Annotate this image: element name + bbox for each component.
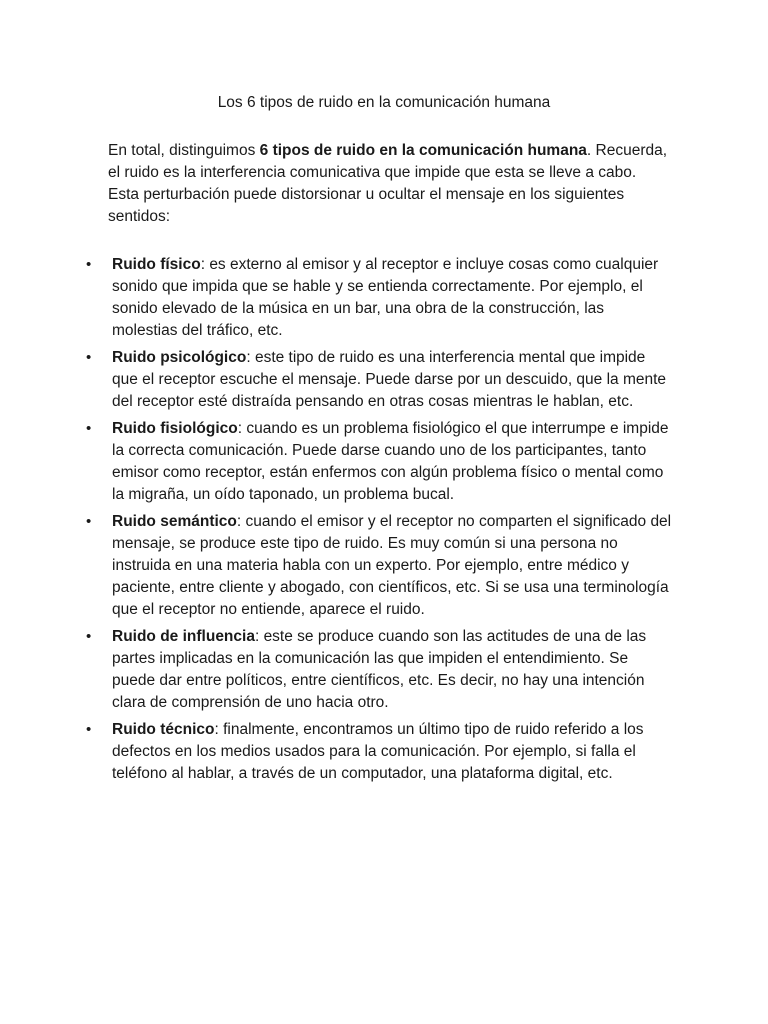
item-description: : este tipo de ruido es una interferencia mental que impide que el receptor escuche el mensaje. Puede darse por un descuido, que la mente del receptor esté distraída pensando en otras cosas mientras le hablan, etc. (112, 349, 667, 410)
item-term: Ruido técnico (112, 721, 215, 738)
list-item-ruido-psicologico (0, 347, 672, 413)
noise-types-list (0, 254, 768, 790)
item-term: Ruido semántico (112, 513, 237, 530)
item-term: Ruido psicológico (112, 349, 247, 366)
bullet-icon: • (86, 349, 92, 366)
list-item-ruido-fisico (0, 254, 672, 342)
item-description: : finalmente, encontramos un último tipo de ruido referido a los defectos en los medios usados para la comunicación. Por ejemplo, si falla el teléfono al hablar, a través de un computador, una plataforma digital, etc. (112, 721, 644, 782)
bullet-icon: • (86, 256, 92, 273)
bullet-icon: • (86, 628, 92, 645)
bullet-icon: • (86, 420, 92, 437)
document-title: Los 6 tipos de ruido en la comunicación humana (217, 94, 551, 111)
item-description: : cuando el emisor y el receptor no comparten el significado del mensaje, se produce este tipo de ruido. Es muy común si una persona no instruida en una materia habla con un experto. Por ejemplo, entre médico y paciente, entre cliente y abogado, con científicos, etc. Si se usa una terminología que el receptor no entiende, aparece el ruido. (112, 513, 672, 618)
bullet-icon: • (86, 721, 92, 738)
list-item-ruido-de-influencia (0, 626, 672, 714)
intro-bold-text: 6 tipos de ruido en la comunicación humana (259, 142, 587, 159)
list-item-ruido-tecnico (0, 719, 672, 785)
intro-paragraph (108, 140, 668, 228)
item-description: : es externo al emisor y al receptor e incluye cosas como cualquier sonido que impida que se hable y se entienda correctamente. Por ejemplo, el sonido elevado de la música en un bar, una obra de la construcción, las molestias del tráfico, etc. (112, 256, 659, 339)
list-item-ruido-semantico (0, 511, 672, 621)
item-description: : este se produce cuando son las actitudes de una de las partes implicadas en la comunicación las que impiden el entendimiento. Se puede dar entre políticos, entre científicos, etc. Es decir, no hay una intención clara de comprensión de uno hacia otro. (112, 628, 647, 711)
intro-text-before: En total, distinguimos (108, 142, 260, 159)
intro-text-after: . Recuerda, el ruido es la interferencia comunicativa que impide que esta se lleve a cabo. Esta perturbación puede distorsionar u ocultar el mensaje en los siguientes sentidos: (108, 142, 668, 225)
list-item-ruido-fisiologico (0, 418, 672, 506)
item-term: Ruido de influencia (112, 628, 255, 645)
item-term: Ruido físico (112, 256, 201, 273)
item-description: : cuando es un problema fisiológico el que interrumpe e impide la correcta comunicación. Puede darse cuando uno de los participantes, tanto emisor como receptor, están enfermos con algún problema físico o mental como la migraña, un oído taponado, un problema bucal. (112, 420, 669, 503)
item-term: Ruido fisiológico (112, 420, 238, 437)
bullet-icon: • (86, 513, 92, 530)
